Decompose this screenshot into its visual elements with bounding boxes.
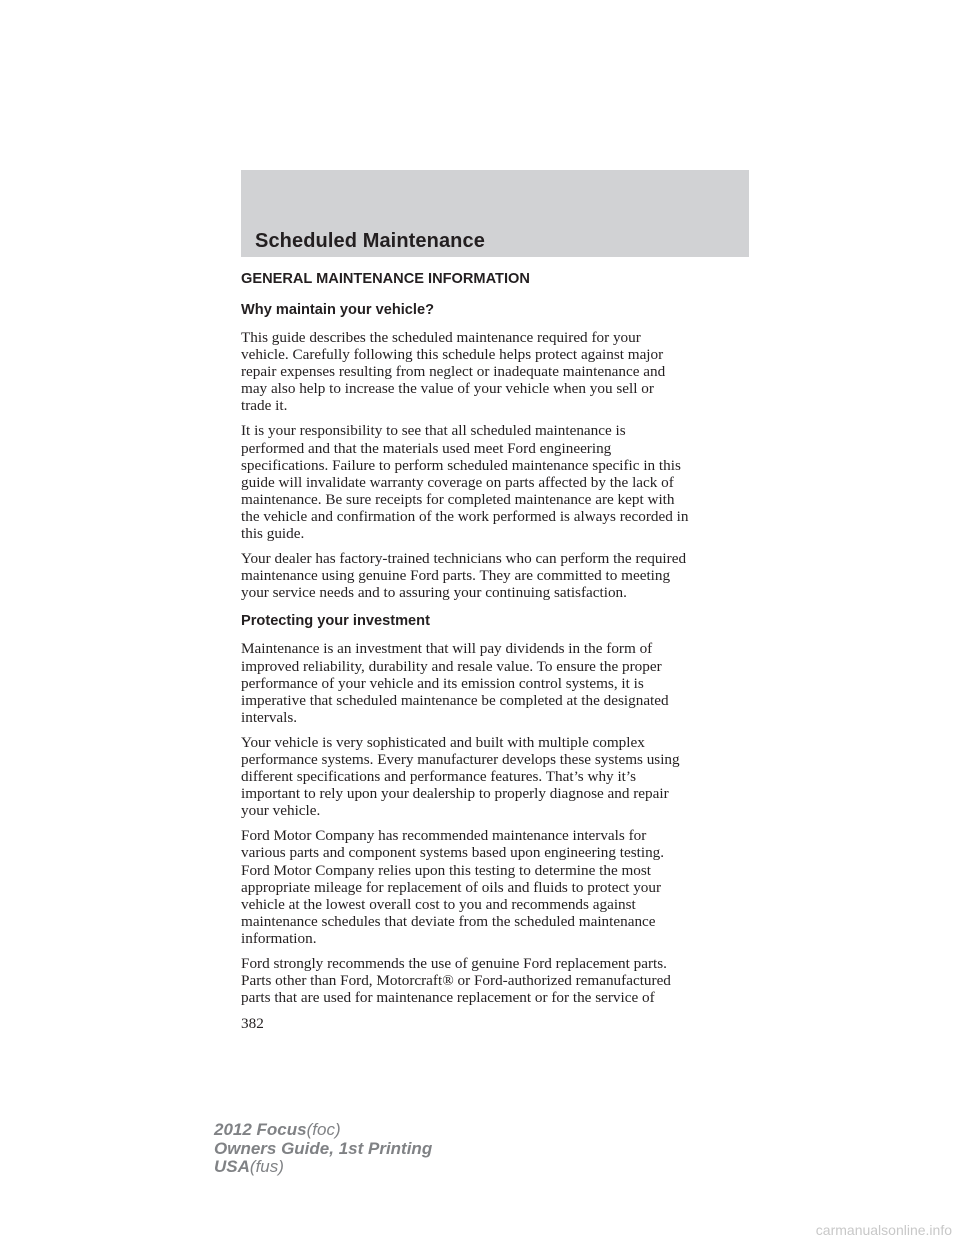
subheading-protecting-investment: Protecting your investment [241, 613, 430, 630]
text-line: Your vehicle is very sophisticated and built with multiple complex [241, 733, 645, 751]
section-title: Scheduled Maintenance [255, 230, 485, 252]
text-line: improved reliability, durability and resale value. To ensure the proper [241, 657, 662, 675]
text-line: performance systems. Every manufacturer develops these systems using [241, 750, 680, 768]
text-line: different specifications and performance features. That’s why it’s [241, 768, 637, 786]
text-line: performed and that the materials used meet Ford engineering [241, 439, 612, 457]
text-line: This guide describes the scheduled maintenance required for your [241, 329, 641, 346]
text-line: Ford strongly recommends the use of genuine Ford replacement parts. [241, 955, 667, 972]
text-line: Maintenance is an investment that will pay dividends in the form of [241, 640, 653, 658]
text-line: maintenance schedules that deviate from the scheduled maintenance [241, 912, 656, 930]
text-line: appropriate mileage for replacement of oils and fluids to protect your [241, 878, 662, 896]
footer-line [214, 1121, 432, 1140]
text-line: may also help to increase the value of your vehicle when you sell or [241, 380, 654, 398]
text-line: this guide. [241, 525, 305, 543]
text-line: Your dealer has factory-trained technicians who can perform the required [241, 550, 687, 568]
text-line: intervals. [241, 708, 298, 726]
subheading-why-maintain: Why maintain your vehicle? [241, 302, 435, 318]
paragraph [241, 734, 757, 819]
text-line: vehicle. Carefully following this schedule helps protect against major [241, 346, 664, 364]
main-heading: GENERAL MAINTENANCE INFORMATION [241, 271, 530, 287]
section-banner [241, 170, 749, 257]
footer-edition: Owners Guide, 1st Printing [214, 1138, 433, 1158]
paragraph [241, 827, 757, 947]
text-line: imperative that scheduled maintenance be completed at the designated [241, 691, 669, 709]
footer-market-code: (fus) [249, 1157, 284, 1176]
text-line: It is your responsibility to see that all scheduled maintenance is [241, 422, 626, 440]
watermark-link[interactable]: carmanualsonline.info [815, 1222, 952, 1238]
footer-line [214, 1158, 432, 1177]
page-content [241, 268, 757, 1032]
text-line: vehicle at the lowest overall cost to you and recommends against [241, 895, 636, 913]
text-line: Ford Motor Company relies upon this testing to determine the most [241, 861, 652, 879]
paragraph [241, 422, 757, 542]
paragraph [241, 955, 757, 1006]
text-line: Parts other than Ford, Motorcraft® or Ford-authorized remanufactured [241, 972, 671, 990]
paragraph [241, 640, 757, 725]
paragraph [241, 550, 757, 601]
paragraph [241, 329, 757, 414]
footer-model-code: (foc) [306, 1120, 341, 1139]
text-line: maintenance. Be sure receipts for completed maintenance are kept with [241, 490, 675, 508]
text-line: Ford Motor Company has recommended maintenance intervals for [241, 827, 647, 845]
text-line: trade it. [241, 397, 288, 415]
text-line: parts that are used for maintenance replacement or for the service of [241, 989, 655, 1007]
page-number: 382 [241, 1015, 264, 1033]
text-line: repair expenses resulting from neglect or inadequate maintenance and [241, 363, 666, 381]
footer-line [214, 1140, 432, 1159]
text-line: performance of your vehicle and its emission control systems, it is [241, 674, 644, 692]
text-line: maintenance using genuine Ford parts. They are committed to meeting [241, 567, 671, 585]
footer-model: 2012 Focus [214, 1120, 307, 1139]
text-line: information. [241, 929, 317, 947]
text-line: your vehicle. [241, 802, 321, 820]
footer-market: USA [214, 1157, 250, 1176]
text-line: specifications. Failure to perform scheduled maintenance specific in this [241, 456, 681, 474]
text-line: important to rely upon your dealership to properly diagnose and repair [241, 785, 669, 803]
print-footer [214, 1121, 432, 1177]
text-line: your service needs and to assuring your continuing satisfaction. [241, 584, 627, 602]
text-line: various parts and component systems based upon engineering testing. [241, 844, 665, 862]
text-line: guide will invalidate warranty coverage on parts affected by the lack of [241, 473, 674, 491]
text-line: the vehicle and confirmation of the work performed is always recorded in [241, 507, 689, 525]
